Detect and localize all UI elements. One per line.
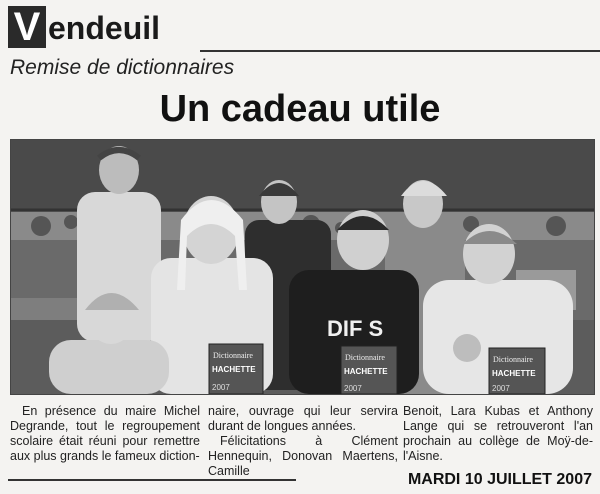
svg-text:2007: 2007	[492, 384, 510, 393]
svg-text:Dictionnaire: Dictionnaire	[213, 351, 253, 360]
svg-text:HACHETTE: HACHETTE	[212, 365, 256, 374]
kicker: Remise de dictionnaires	[10, 56, 235, 79]
masthead-initial: V	[8, 6, 46, 48]
svg-text:2007: 2007	[344, 384, 362, 393]
masthead-rule	[200, 50, 600, 52]
svg-text:2007: 2007	[212, 383, 230, 392]
paragraph: naire, ouvrage qui leur servira durant de longues années.	[208, 404, 398, 433]
dateline-rule	[8, 479, 296, 481]
svg-text:HACHETTE: HACHETTE	[344, 367, 388, 376]
masthead-town: endeuil	[48, 10, 161, 46]
svg-text:HACHETTE: HACHETTE	[492, 369, 536, 378]
group-photo	[10, 139, 595, 395]
paragraph: Benoit, Lara Kubas et Anthony Lange qui se retrouveront l'an prochain au collège de Moÿ-de-l'Aisne.	[403, 404, 593, 463]
dictionary-1	[209, 344, 263, 394]
dictionary-3	[489, 348, 545, 394]
svg-text:Dictionnaire: Dictionnaire	[345, 353, 385, 362]
shirt-print: DIF S	[327, 316, 384, 341]
paragraph: Félicitations à Clément Hennequin, Donovan Maertens, Camille	[208, 434, 398, 478]
svg-text:Dictionnaire: Dictionnaire	[493, 355, 533, 364]
article-column-1	[10, 404, 200, 464]
article-column-2	[208, 404, 398, 479]
paragraph: En présence du maire Michel Degrande, tout le regroupement scolaire était réuni pour remettre aux plus grands le fameux diction-	[10, 404, 200, 463]
article-column-3	[403, 404, 593, 464]
headline: Un cadeau utile	[159, 88, 441, 130]
dictionary-2	[341, 346, 397, 394]
dateline	[8, 470, 592, 490]
masthead	[8, 4, 592, 52]
publication-date: MARDI 10 JUILLET 2007	[407, 471, 592, 488]
